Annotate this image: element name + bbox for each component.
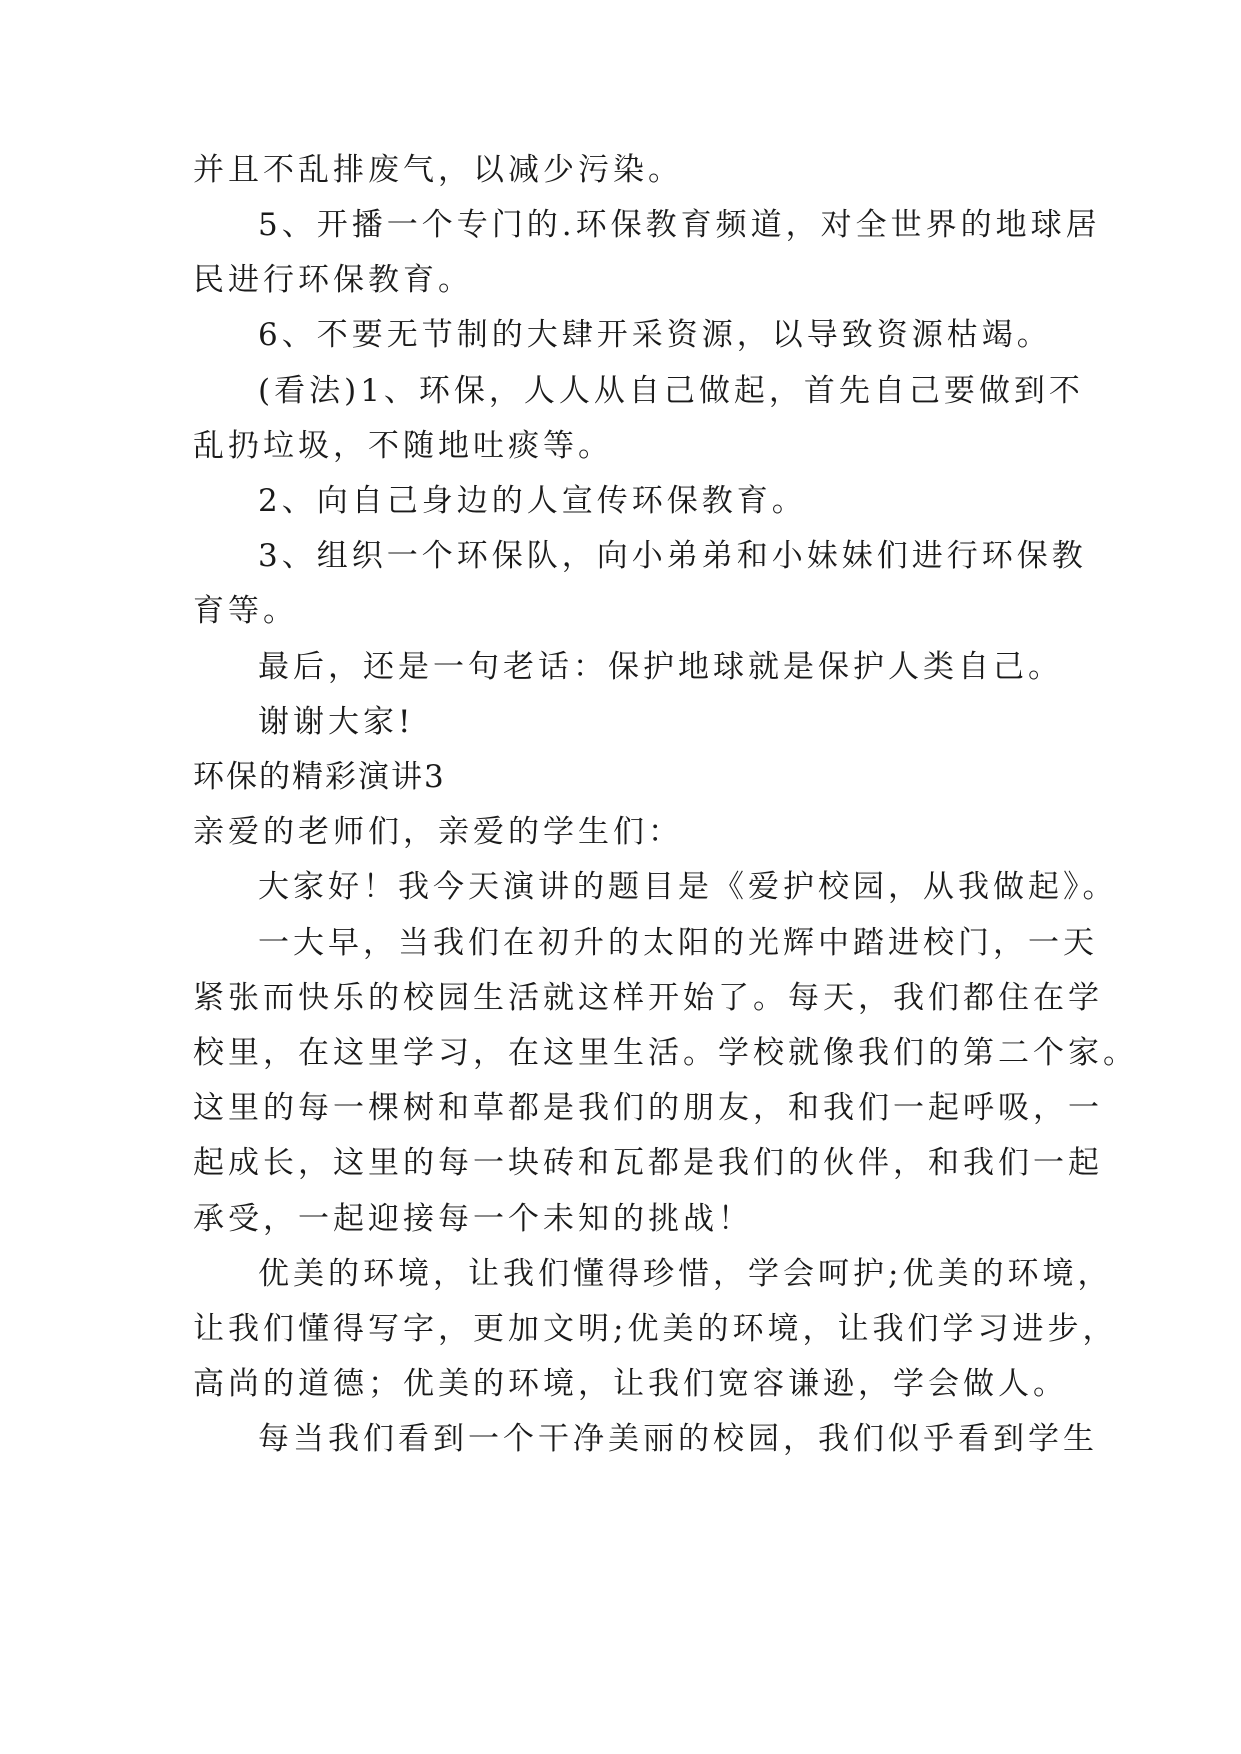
text-line: 大家好！我今天演讲的题目是《爱护校园，从我做起》。 <box>258 869 1118 905</box>
text-line: 育等。 <box>193 593 298 629</box>
text-line: 5、开播一个专门的.环保教育频道，对全世界的地球居 <box>258 207 1101 243</box>
text-line: 承受，一起迎接每一个未知的挑战！ <box>193 1201 753 1237</box>
text-line: 并且不乱排废气，以减少污染。 <box>193 152 683 188</box>
text-line: 民进行环保教育。 <box>193 262 473 298</box>
text-line: 最后，还是一句老话：保护地球就是保护人类自己。 <box>258 649 1063 685</box>
text-line: 让我们懂得写字，更加文明;优美的环境，让我们学习进步， <box>193 1311 1118 1347</box>
text-line: 6、不要无节制的大肆开采资源，以导致资源枯竭。 <box>258 317 1052 353</box>
text-line: (看法)1、环保，人人从自己做起，首先自己要做到不 <box>258 373 1084 409</box>
text-line: 紧张而快乐的校园生活就这样开始了。每天，我们都住在学 <box>193 980 1103 1016</box>
text-line: 3、组织一个环保队，向小弟弟和小妹妹们进行环保教 <box>258 538 1087 574</box>
text-line: 这里的每一棵树和草都是我们的朋友，和我们一起呼吸，一 <box>193 1090 1103 1126</box>
text-line: 谢谢大家! <box>258 704 415 740</box>
text-line: 每当我们看到一个干净美丽的校园，我们似乎看到学生 <box>258 1421 1098 1457</box>
text-line: 乱扔垃圾，不随地吐痰等。 <box>193 428 613 464</box>
text-line: 2、向自己身边的人宣传环保教育。 <box>258 483 807 519</box>
text-line: 一大早，当我们在初升的太阳的光辉中踏进校门，一天 <box>258 925 1098 961</box>
text-line: 高尚的道德；优美的环境，让我们宽容谦逊，学会做人。 <box>193 1366 1068 1402</box>
salutation: 亲爱的老师们，亲爱的学生们： <box>193 814 683 850</box>
text-line: 优美的环境，让我们懂得珍惜，学会呵护;优美的环境， <box>258 1256 1113 1292</box>
text-line: 起成长，这里的每一块砖和瓦都是我们的伙伴，和我们一起 <box>193 1145 1103 1181</box>
text-line: 校里，在这里学习，在这里生活。学校就像我们的第二个家。 <box>193 1035 1138 1071</box>
section-heading: 环保的精彩演讲3 <box>193 759 446 795</box>
